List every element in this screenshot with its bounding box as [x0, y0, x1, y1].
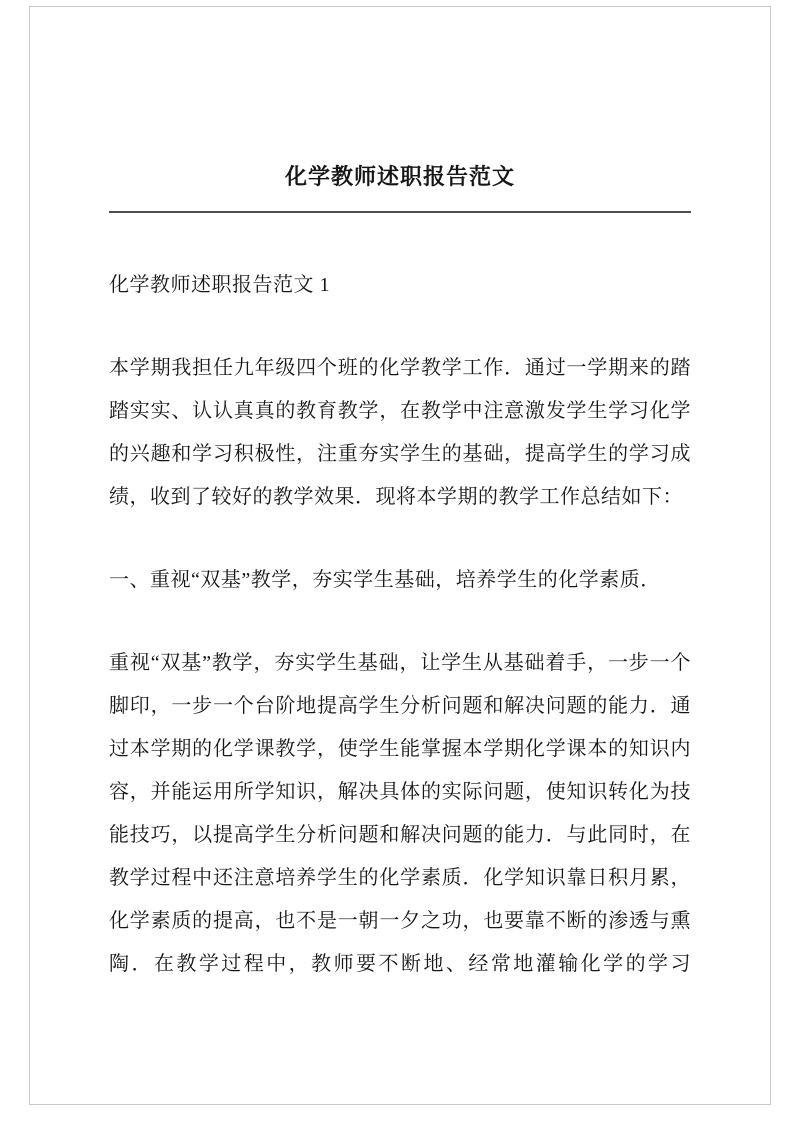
page-content [30, 165, 770, 986]
document-subtitle: 化学教师述职报告范文 1 [109, 274, 330, 296]
paragraph-intro: 本学期我担任九年级四个班的化学教学工作．通过一学期来的踏踏实实、认认真真的教育教学，在教学中注意激发学生学习化学的兴趣和学习积极性，注重夯实学生的基础，提高学生的学习成绩，收到了较好的教学效果．现将本学期的教学工作总结如下： [109, 357, 691, 508]
title-divider [109, 211, 691, 213]
document-title: 化学教师述职报告范文 [284, 164, 515, 189]
section-heading-1: 一、重视“双基”教学，夯实学生基础，培养学生的化学素质． [109, 569, 661, 591]
paragraph-section-1-body: 重视“双基”教学，夯实学生基础，让学生从基础着手，一步一个脚印，一步一个台阶地提高学生分析问题和解决问题的能力．通过本学期的化学课教学，使学生能掌握本学期化学课本的知识内容，并能运用所学知识，解决具体的实际问题，使知识转化为技能技巧，以提高学生分析问题和解决问题的能力．与此同时，在教学过程中还注意培养学生的化学素质．化学知识靠日积月累，化学素质的提高，也不是一朝一夕之功，也要靠不断的渗透与熏陶．在教学过程中，教师要不断地、经常地灌输化学的学习 [109, 652, 691, 975]
document-page [29, 6, 771, 1105]
